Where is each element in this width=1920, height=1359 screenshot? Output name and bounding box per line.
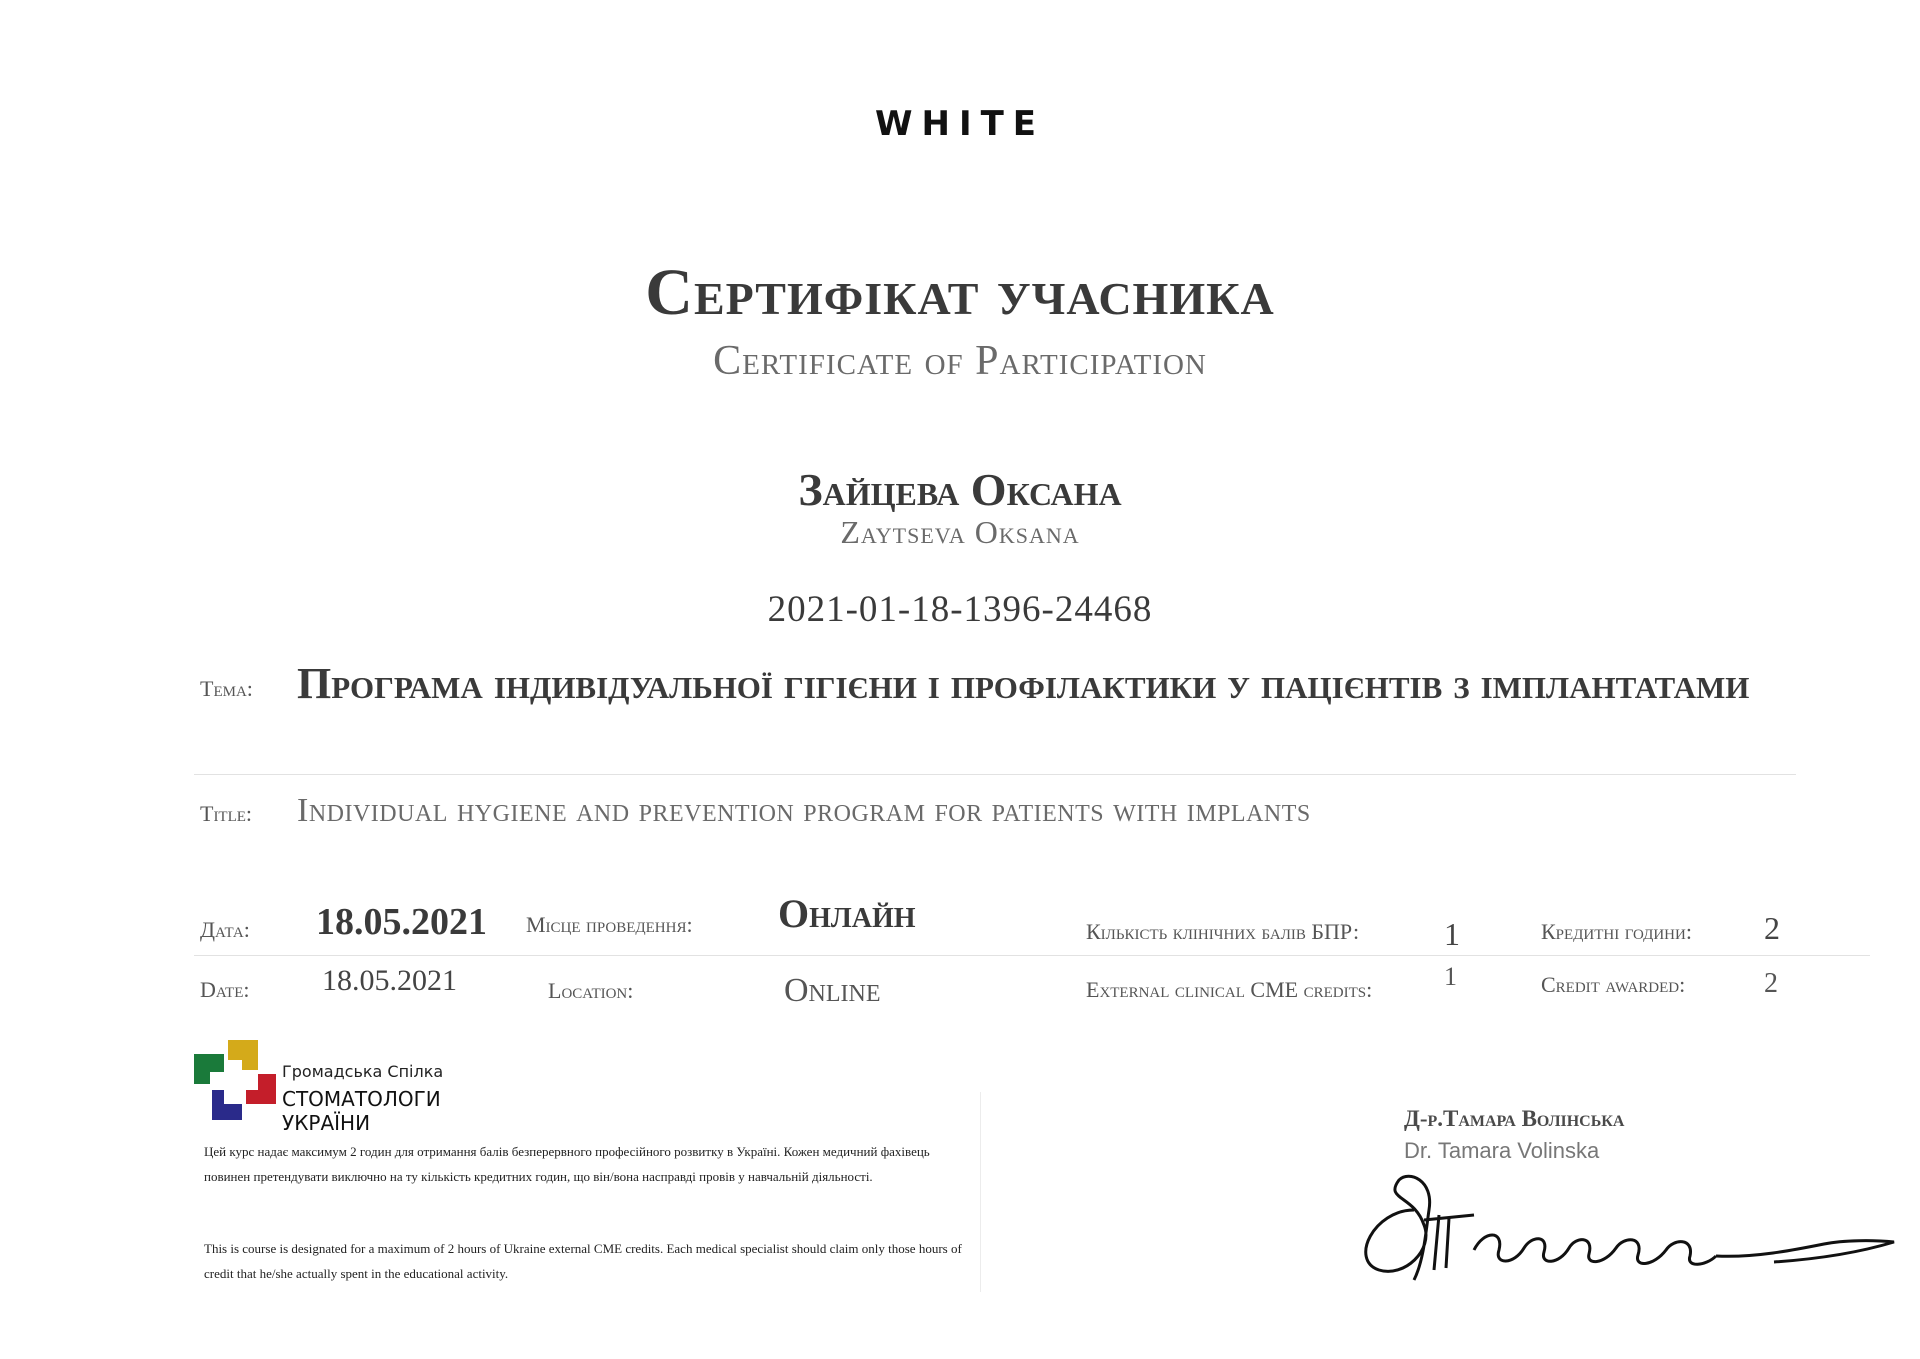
signature-icon: [1354, 1170, 1904, 1290]
topic-value: Програма індивідуальної гігієни і профілактики у пацієнтів з імплантатами: [297, 659, 1750, 708]
title-value: Individual hygiene and prevention program for patients with implants: [297, 792, 1311, 829]
organization-name-line1: Громадська Спілка: [282, 1062, 444, 1081]
signer-name-en: Dr. Tamara Volinska: [1404, 1138, 1600, 1163]
certificate-id: 2021-01-18-1396-24468: [767, 589, 1153, 630]
location-label-ua: Місце проведення:: [526, 912, 693, 937]
participant-name-en: Zaytseva Oksana: [840, 514, 1080, 550]
credit-label-ua: Кредитні години:: [1541, 919, 1692, 944]
credit-label-en: Credit awarded:: [1541, 972, 1686, 997]
certificate-title-en: Certificate of Participation: [713, 338, 1207, 384]
credit-value-en: 2: [1764, 968, 1778, 999]
signer-name-ua: Д-р.Тамара Волінська: [1404, 1106, 1625, 1131]
date-label-en: Date:: [200, 977, 250, 1002]
date-value-en: 18.05.2021: [322, 964, 457, 997]
certificate-title-ua: Сертифікат учасника: [645, 256, 1275, 329]
location-value-en: Online: [784, 972, 881, 1009]
cme-value-ua: 1: [1444, 916, 1460, 952]
date-label-ua: Дата:: [200, 917, 250, 942]
cme-value-en: 1: [1444, 962, 1457, 991]
organization-logo: [194, 1040, 514, 1135]
disclaimer-en: This is course is designated for a maximum of 2 hours of Ukraine external CME credits. Each medical specialist should claim only those hours of credit that he/she actually spent in the educational activity.: [204, 1241, 962, 1281]
topic-label: Тема:: [200, 676, 253, 701]
divider: [194, 955, 1870, 956]
cme-label-en: External clinical CME credits:: [1086, 977, 1373, 1002]
title-label: Title:: [200, 801, 253, 826]
date-value-ua: 18.05.2021: [316, 901, 487, 943]
brand-logo-text: WHITE: [874, 104, 1046, 144]
location-value-ua: Онлайн: [778, 891, 916, 936]
cross-logo-icon: [194, 1040, 276, 1122]
credit-value-ua: 2: [1764, 910, 1780, 946]
organization-name-line2: СТОМАТОЛОГИ УКРАЇНИ: [282, 1087, 441, 1135]
location-label-en: Location:: [548, 978, 634, 1003]
divider: [194, 774, 1796, 775]
vertical-divider: [980, 1092, 981, 1292]
logo-cross-horizontal: [210, 1072, 258, 1090]
cme-label-ua: Кількість клінічних балів БПР:: [1086, 919, 1360, 944]
disclaimer-ua: Цей курс надає максимум 2 годин для отримання балів безперервного професійного розвитку в Україні. Кожен медичний фахівець повинен претендувати виключно на ту кількість кредитних годин, що він/вона насправді провів у навчальній діяльності.: [204, 1144, 930, 1184]
participant-name-ua: Зайцева Оксана: [798, 464, 1122, 515]
